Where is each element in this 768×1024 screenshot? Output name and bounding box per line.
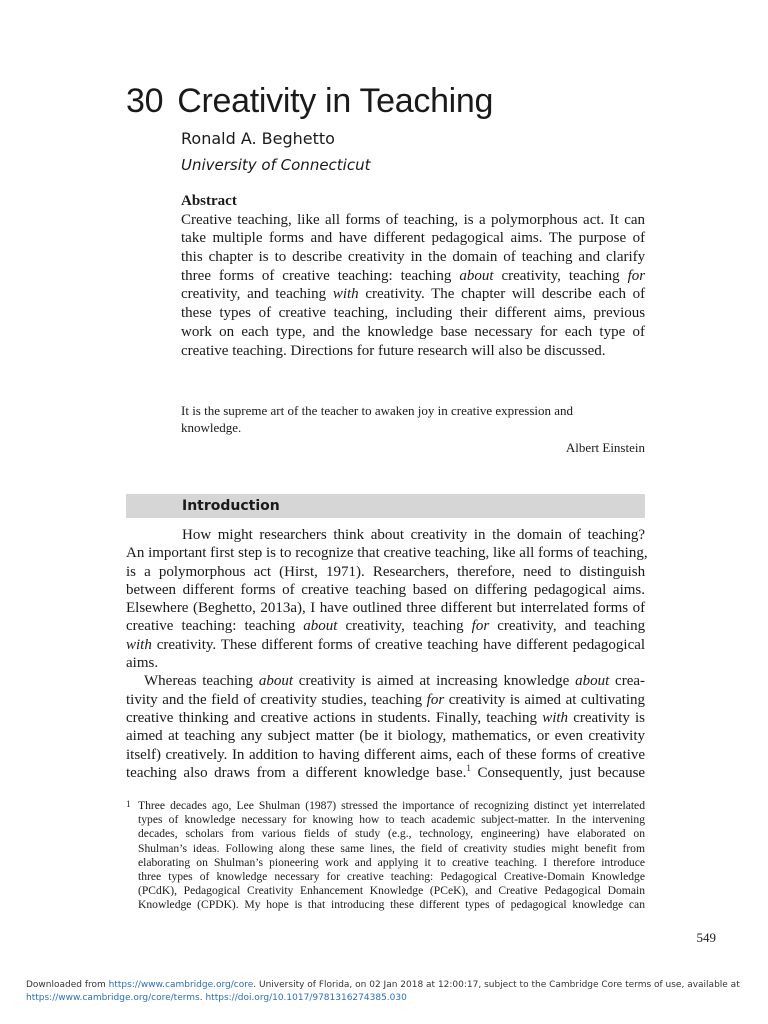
- abstract-line: creative teaching. Directions for future research will also be discussed.: [181, 342, 606, 359]
- body-line: creative thinking and creative actions in students. Finally, teaching with creativity is: [126, 709, 646, 726]
- abstract: [181, 192, 645, 360]
- abstract-line: these types of creative teaching, including their different aims, previous: [181, 305, 646, 322]
- section-heading: Introduction: [182, 498, 280, 514]
- author-name: Ronald A. Beghetto: [181, 129, 335, 148]
- section-heading-bar: [126, 494, 645, 518]
- abstract-line: creativity, and teaching with creativity. The chapter will describe each of: [181, 286, 646, 303]
- body-line: aimed at teaching any subject matter (be it biology, mathematics, or even creativity: [126, 728, 646, 745]
- body-line: An important first step is to recognize that creative teaching, like all forms of teaching,: [126, 545, 648, 562]
- footnote-line: decades, scholars from various fields of study (e.g., technology, engineering) have elaborated on: [138, 827, 645, 841]
- doi-link[interactable]: https://doi.org/10.1017/9781316274385.030: [205, 993, 407, 1003]
- abstract-line: work on each type, and the knowledge base necessary for each type of: [181, 323, 645, 340]
- footnote-line: types of knowledge necessary for knowing how to teach academic subject-matter. In the intervening: [138, 813, 645, 827]
- body-line: is a polymorphous act (Hirst, 1971). Researchers, therefore, need to distinguish: [126, 563, 646, 580]
- body-line: teaching also draws from a different knowledge base.$^1$ Consequently, just because: [126, 762, 646, 781]
- chapter-title: [126, 78, 493, 124]
- body-line: How might researchers think about creativity in the domain of teaching?: [182, 527, 646, 543]
- body-line: itself) creatively. In addition to having different aims, each of these forms of creative: [126, 746, 646, 763]
- epigraph-attribution: Albert Einstein: [565, 440, 645, 455]
- epigraph-quote-line: knowledge.: [181, 420, 242, 435]
- download-notice-text: . University of Florida, on 02 Jan 2018 at 12:00:17, subject to the Cambridge Core terms of use, available at: [253, 980, 740, 990]
- epigraph: [181, 402, 645, 456]
- abstract-line: three forms of creative teaching: teaching about creativity, teaching for: [181, 267, 646, 284]
- epigraph-quote-line: It is the supreme art of the teacher to awaken joy in creative expression and: [181, 403, 574, 418]
- body-line: Whereas teaching about creativity is aimed at increasing knowledge about crea-: [144, 673, 646, 690]
- abstract-line: take multiple forms and have different pedagogical aims. The purpose of: [181, 230, 646, 247]
- download-notice-separator: .: [199, 993, 206, 1003]
- body-line: aims.: [126, 655, 159, 672]
- footnote-text: [126, 799, 645, 913]
- download-notice: [26, 979, 746, 1005]
- terms-link[interactable]: https://www.cambridge.org/core/terms: [26, 993, 200, 1003]
- footnote-line: three types of knowledge necessary for creative teaching: Pedagogical Creative-Domain Knowledge: [138, 869, 645, 883]
- abstract-heading: Abstract: [181, 193, 237, 209]
- footnote-line: Shulman’s ideas. Following along these same lines, the field of creativity studies might benefit from: [138, 841, 645, 855]
- body-text: [126, 526, 648, 782]
- body-line: tivity and the field of creativity studies, teaching for creativity is aimed at cultivating: [126, 691, 646, 708]
- footnote-line: Knowledge (CPDK). My hope is that introducing these different types of pedagogical knowledge can: [138, 898, 645, 912]
- footnote-line: elaborating on Shulman’s pioneering work and applying it to creative teaching. I therefore introduce: [138, 855, 645, 869]
- body-line: Elsewhere (Beghetto, 2013a), I have outlined three different but interrelated forms of: [126, 600, 646, 617]
- author-affiliation: University of Connecticut: [181, 156, 371, 174]
- body-line: between different forms of creative teaching based on differing pedagogical aims.: [126, 581, 646, 598]
- download-notice-text: Downloaded from: [26, 980, 109, 990]
- footnote-line: (PCdK), Pedagogical Creativity Enhancement Knowledge (PCeK), and Creative Pedagogical Domain: [138, 884, 645, 898]
- chapter-number: 30: [126, 82, 164, 120]
- page-number: 549: [696, 930, 716, 945]
- abstract-line: Creative teaching, like all forms of teaching, is a polymorphous act. It can: [181, 211, 646, 228]
- body-line: with creativity. These different forms of creative teaching have different pedagogical: [126, 636, 646, 653]
- footnote-mark: 1: [126, 799, 131, 809]
- footnote: [126, 799, 645, 913]
- body-line: creative teaching: teaching about creativity, teaching for creativity, and teaching: [126, 618, 646, 635]
- body-line-continuation: Consequently, just because: [470, 764, 646, 781]
- chapter-title-text: Creativity in Teaching: [177, 82, 494, 120]
- footnote-reference[interactable]: 1: [466, 762, 471, 773]
- footnote-line: Three decades ago, Lee Shulman (1987) stressed the importance of recognizing distinct yet interrelated: [138, 799, 645, 812]
- cambridge-core-link[interactable]: https://www.cambridge.org/core: [108, 980, 254, 990]
- abstract-text: [181, 211, 645, 361]
- abstract-line: this chapter is to describe creativity in the domain of teaching and clarify: [181, 249, 646, 266]
